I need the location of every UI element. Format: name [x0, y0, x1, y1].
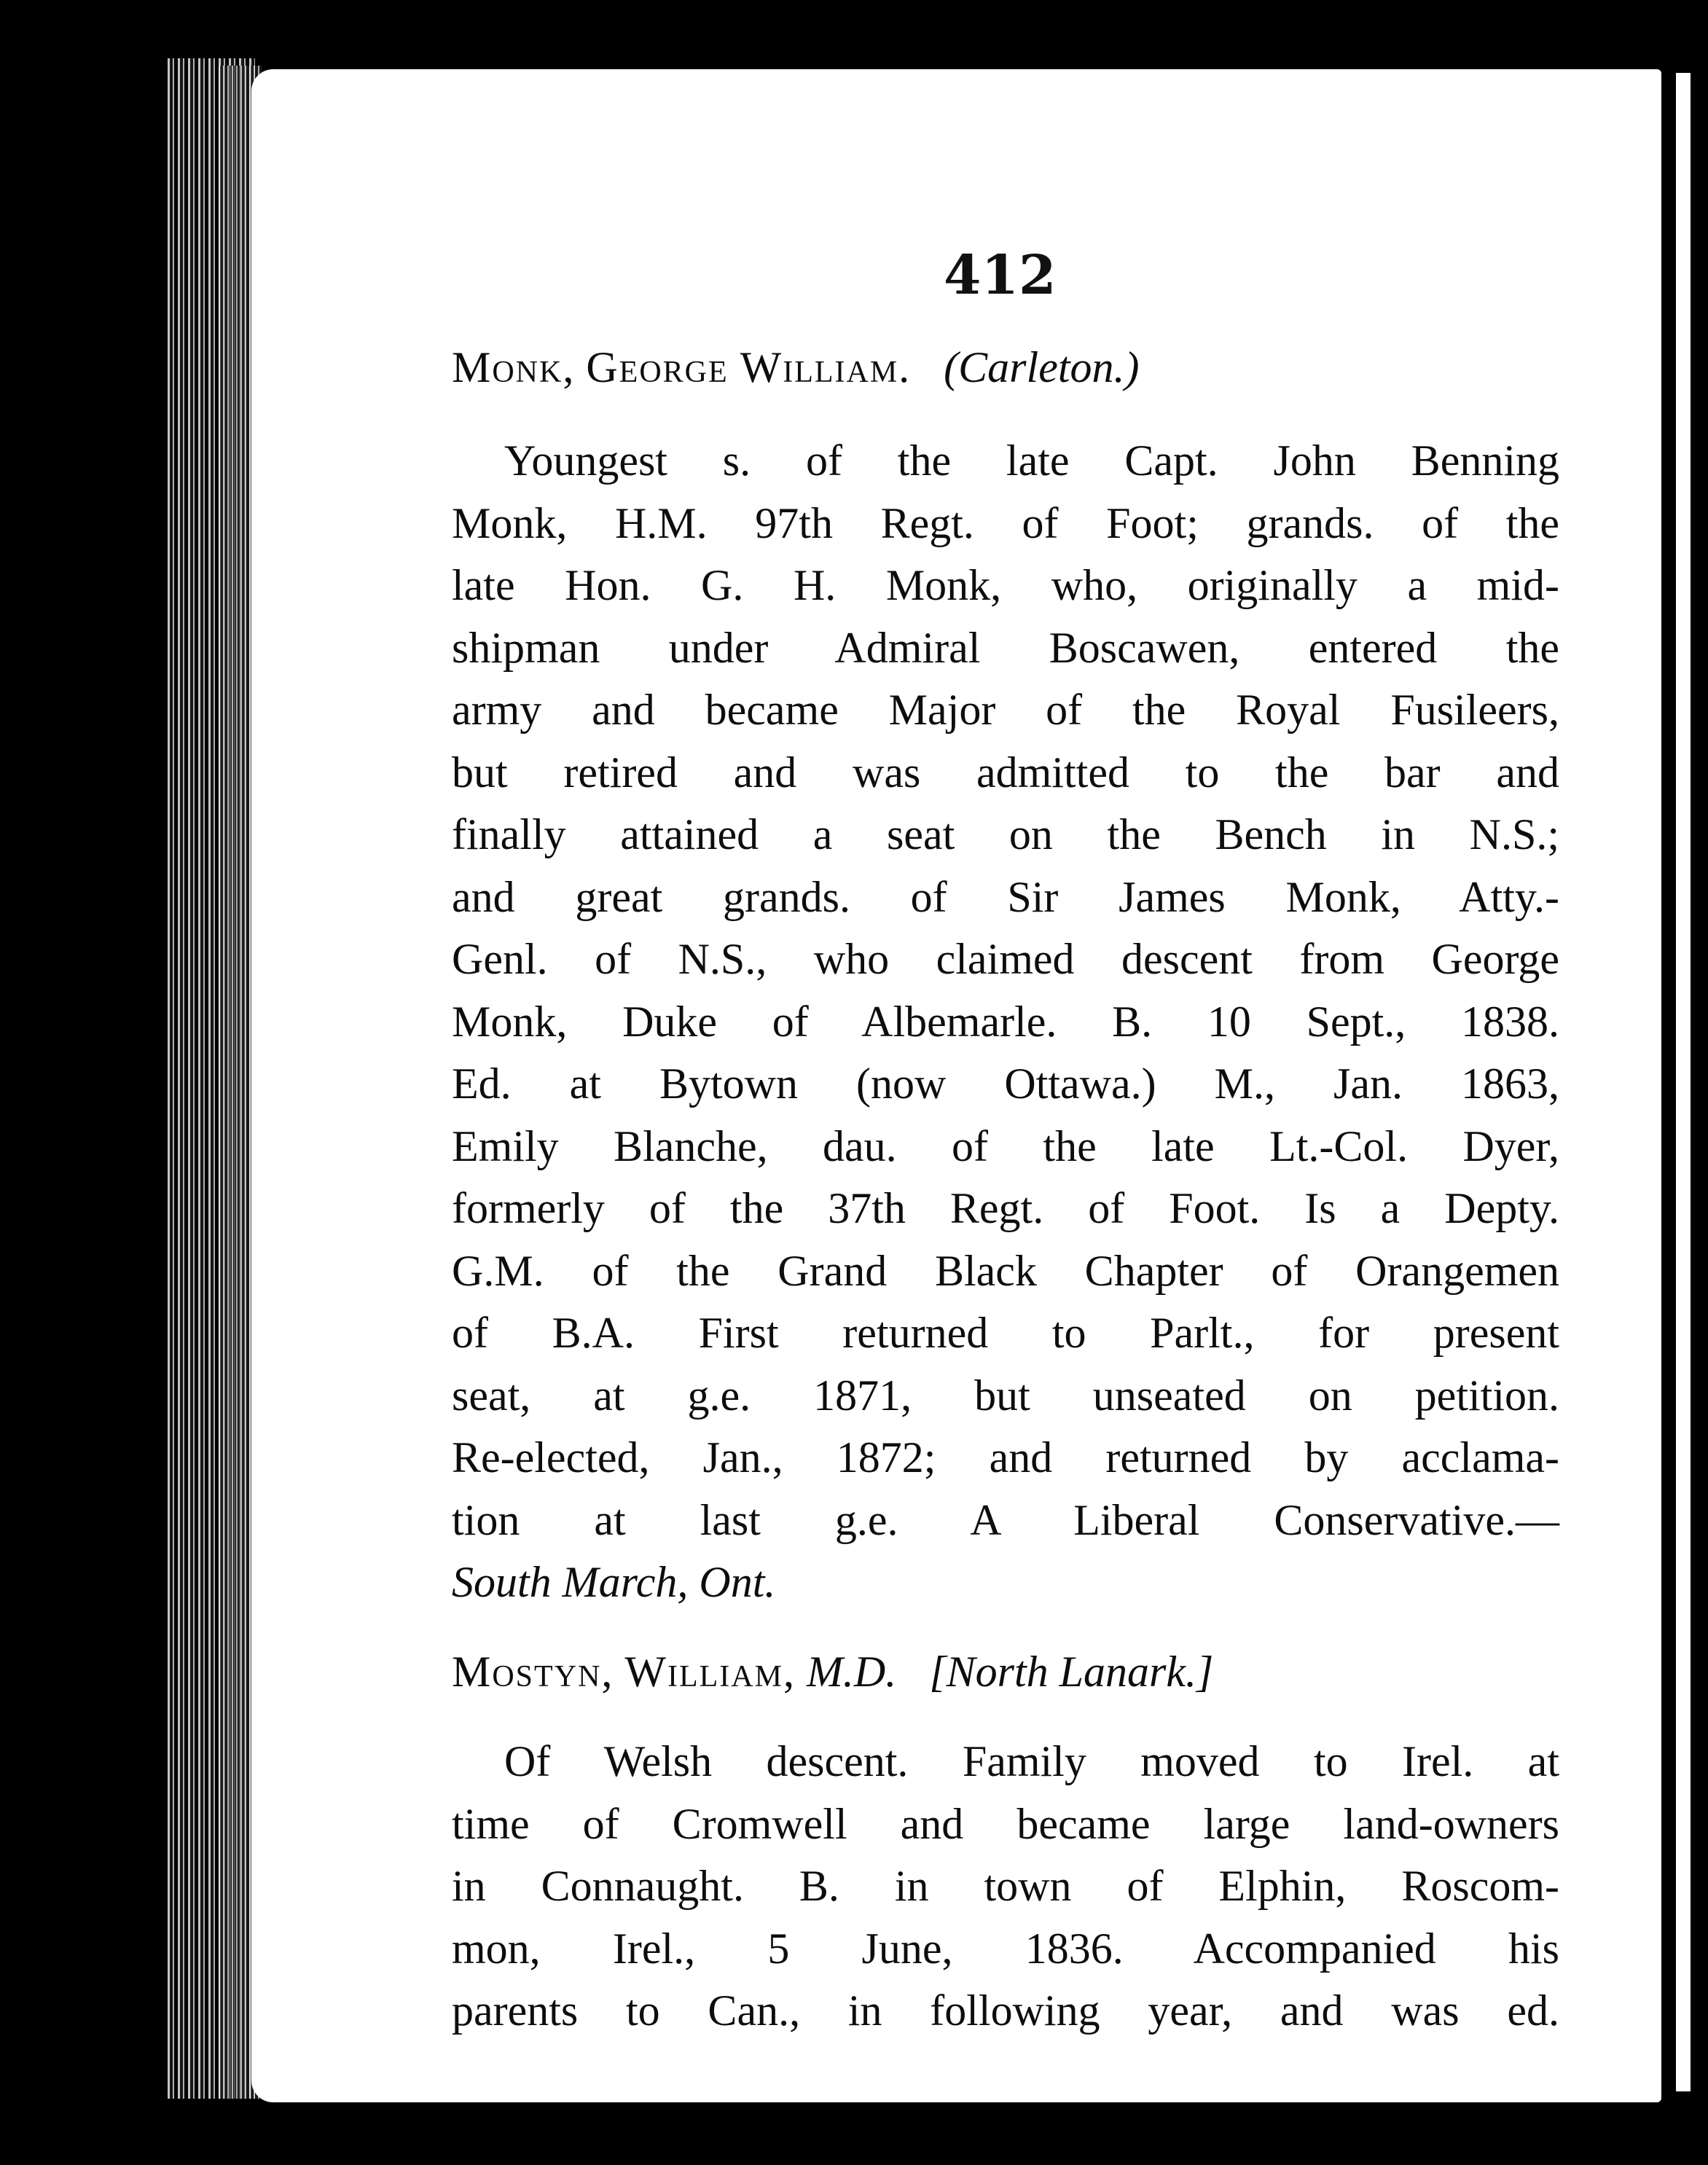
body-line: tion at last g.e. A Liberal Conservative.— [452, 1495, 1559, 1544]
body-line: army and became Major of the Royal Fusileers, [452, 686, 1559, 734]
body-line: G.M. of the Grand Black Chapter of Orangemen [452, 1246, 1559, 1295]
body-line: of B.A. First returned to Parlt., for present [452, 1309, 1559, 1357]
entry-residence: South March, Ont. [452, 1558, 776, 1606]
body-line: late Hon. G. H. Monk, who, originally a mid- [452, 561, 1559, 609]
body-line: Monk, Duke of Albemarle. B. 10 Sept., 1838. [452, 997, 1559, 1046]
entry-heading-mostyn [452, 1647, 1213, 1697]
entry-degree: M.D. [806, 1648, 897, 1696]
body-line: Monk, H.M. 97th Regt. of Foot; grands. of the [452, 498, 1559, 547]
entry-constituency: (Carleton.) [944, 343, 1140, 391]
body-line: Youngest s. of the late Capt. John Benning [504, 436, 1559, 485]
body-line: Re-elected, Jan., 1872; and returned by acclama- [452, 1433, 1559, 1481]
body-line: seat, at g.e. 1871, but unseated on petition. [452, 1371, 1559, 1420]
entry-constituency: [North Lanark.] [929, 1648, 1214, 1696]
body-line: finally attained a seat on the Bench in N.S.; [452, 810, 1559, 858]
entry-body-monk [452, 430, 1559, 1614]
body-line: formerly of the 37th Regt. of Foot. Is a Depty. [452, 1184, 1559, 1232]
entry-given-names: William, [624, 1648, 796, 1696]
body-line: but retired and was admitted to the bar and [452, 748, 1559, 796]
body-line: Emily Blanche, dau. of the late Lt.-Col. Dyer, [452, 1121, 1559, 1170]
body-line: Genl. of N.S., who claimed descent from George [452, 935, 1559, 983]
entry-body-mostyn [452, 1731, 1559, 2043]
page-number: 412 [944, 244, 1057, 307]
body-line: time of Cromwell and became large land-owners [452, 1799, 1559, 1848]
entry-heading-monk [452, 342, 1139, 393]
body-line: parents to Can., in following year, and was ed. [452, 1986, 1559, 2035]
body-line: in Connaught. B. in town of Elphin, Roscom- [452, 1862, 1559, 1910]
body-line: Ed. at Bytown (now Ottawa.) M., Jan. 1863, [452, 1060, 1559, 1108]
body-line: and great grands. of Sir James Monk, Atty.- [452, 872, 1559, 921]
entry-surname: Mostyn, [452, 1648, 614, 1696]
body-line: Of Welsh descent. Family moved to Irel. at [504, 1737, 1559, 1785]
facing-page-edge [1676, 73, 1691, 2091]
body-line: shipman under Admiral Boscawen, entered the [452, 623, 1559, 672]
body-line: mon, Irel., 5 June, 1836. Accompanied his [452, 1924, 1559, 1973]
entry-surname: Monk, [452, 343, 576, 391]
entry-given-names: George William. [586, 343, 912, 391]
